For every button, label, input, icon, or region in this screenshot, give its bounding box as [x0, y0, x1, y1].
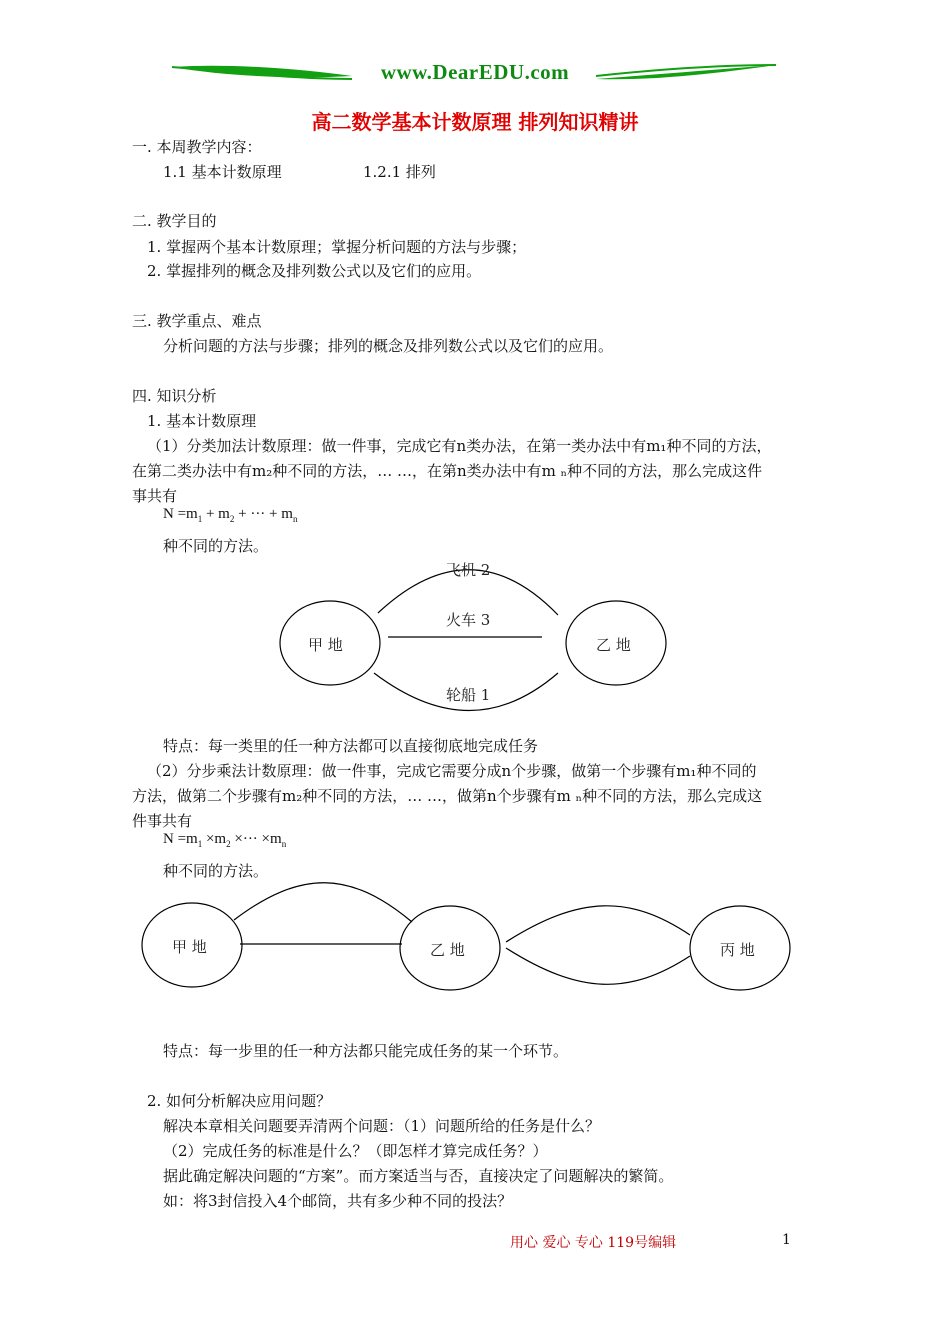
section-heading: 四. 知识分析 — [132, 387, 217, 405]
route-middle-label: 火车 3 — [446, 611, 491, 629]
section-heading: 三. 教学重点、难点 — [132, 312, 262, 330]
paragraph-line: （1）分类加法计数原理：做一件事，完成它有n类办法，在第一类办法中有m₁种不同的方法， — [147, 437, 772, 455]
node-jia-label: 甲 地 — [172, 938, 207, 956]
paragraph-line: 如：将3封信投入4个邮筒，共有多少种不同的投法？ — [163, 1192, 513, 1210]
list-item: 1. 掌握两个基本计数原理；掌握分析问题的方法与步骤； — [147, 238, 527, 256]
paragraph-line: 在第二类办法中有m₂种不同的方法，… …，在第n类办法中有m ₙ种不同的方法，那么完成这件 — [132, 462, 763, 480]
page-title: 高二数学基本计数原理 排列知识精讲 — [311, 110, 639, 134]
content-item: 1.2.1 排列 — [363, 163, 436, 181]
paragraph-line: 件事共有 — [132, 812, 193, 830]
feature-note: 特点：每一步里的任一种方法都只能完成任务的某一个环节。 — [163, 1042, 569, 1060]
paragraph-line: 方法，做第二个步骤有m₂种不同的方法，… …，做第n个步骤有m ₙ种不同的方法，那么完成这 — [132, 787, 763, 805]
formula-sum: $N =m_1 + m_2$ + ··· + $m_n$ — [163, 506, 298, 524]
formula-product: $N =m_1 \times m_2$ ×··· $\times m_n$ — [163, 831, 287, 849]
route-top-label: 飞机 2 — [446, 561, 491, 579]
route-bc-top — [506, 906, 690, 942]
subheading: 2. 如何分析解决应用问题？ — [147, 1092, 332, 1110]
paragraph-line: 种不同的方法。 — [163, 862, 269, 880]
route-ab-top — [234, 883, 412, 922]
page-number: 1 — [782, 1232, 791, 1248]
section-heading: 一. 本周教学内容： — [132, 138, 262, 156]
paragraph-line: 解决本章相关问题要弄清两个问题：（1）问题所给的任务是什么？ — [163, 1117, 601, 1135]
paragraph-line: （2）完成任务的标准是什么？（即怎样才算完成任务？） — [163, 1142, 548, 1160]
footer-text: 用心 爱心 专心 119号编辑 — [510, 1235, 677, 1251]
diagram-addition-principle — [260, 555, 680, 715]
paragraph: 分析问题的方法与步骤；排列的概念及排列数公式以及它们的应用。 — [163, 337, 614, 355]
paragraph-line: 种不同的方法。 — [163, 537, 269, 555]
node-bing-label: 丙 地 — [720, 941, 755, 959]
node-jia-label: 甲 地 — [308, 636, 343, 654]
route-bc-bottom — [506, 948, 690, 984]
site-banner: www.DearEDU.com — [380, 60, 570, 84]
section-heading: 二. 教学目的 — [132, 212, 217, 230]
node-yi-label: 乙 地 — [596, 636, 631, 654]
paragraph-line: 据此确定解决问题的“方案”。而方案适当与否，直接决定了问题解决的繁简。 — [163, 1167, 674, 1185]
list-item: 2. 掌握排列的概念及排列数公式以及它们的应用。 — [147, 262, 482, 280]
diagram-multiplication-principle — [130, 880, 810, 1010]
content-item: 1.1 基本计数原理 — [163, 163, 282, 181]
route-bottom-label: 轮船 1 — [446, 686, 491, 704]
paragraph-line: （2）分步乘法计数原理：做一件事，完成它需要分成n个步骤，做第一个步骤有m₁种不同的 — [147, 762, 757, 780]
node-yi-label: 乙 地 — [430, 941, 465, 959]
subheading: 1. 基本计数原理 — [147, 412, 257, 430]
paragraph-line: 事共有 — [132, 487, 178, 505]
feature-note: 特点：每一类里的任一种方法都可以直接彻底地完成任务 — [163, 737, 539, 755]
